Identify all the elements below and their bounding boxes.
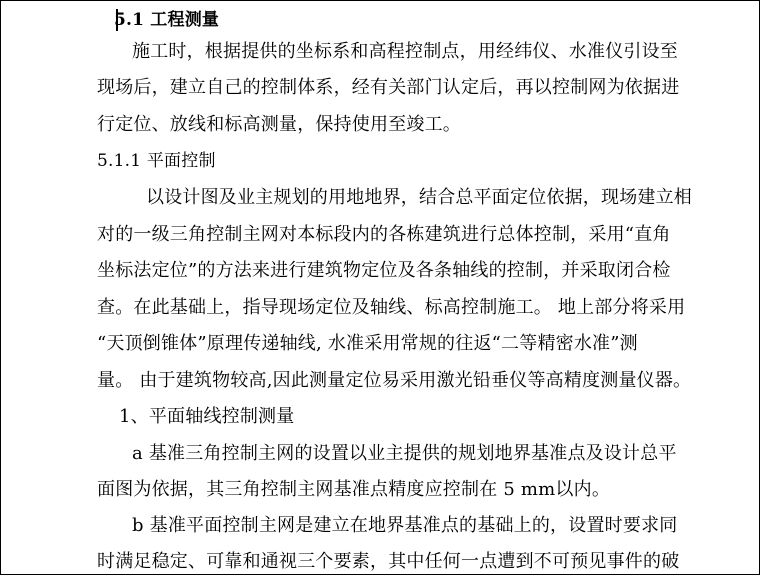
intro-line-2: 现场后，建立自己的控制体系，经有关部门认定后，再以控制网为依据进 bbox=[97, 77, 680, 98]
item-a-line-1: a 基准三角控制主网的设置以业主提供的规划地界基准点及设计总平 bbox=[132, 443, 677, 464]
intro-line-3: 行定位、放线和标高测量，保持使用至竣工。 bbox=[97, 114, 461, 135]
item-a-line-2: 面图为依据，其三角控制主网基准点精度应控制在 5 mm以内。 bbox=[97, 479, 611, 500]
body-line-3: 坐标法定位”的方法来进行建筑物定位及各条轴线的控制，并采取闭合检 bbox=[97, 260, 671, 281]
body-line-6: 量。 由于建筑物较高,因此测量定位易采用激光铅垂仪等高精度测量仪器。 bbox=[97, 370, 692, 391]
item-b-line-1: b 基准平面控制主网是建立在地界基准点的基础上的，设置时要求同 bbox=[132, 515, 678, 536]
body-line-5: “天顶倒锥体”原理传递轴线, 水准采用常规的往返“二等精密水准”测 bbox=[97, 333, 638, 354]
item-b-line-2: 时满足稳定、可靠和通视三个要素，其中任何一点遭到不可预见事件的破 bbox=[97, 551, 680, 572]
item-1-title: 1、平面轴线控制测量 bbox=[119, 406, 295, 427]
section-heading: 5.1 工程测量 bbox=[114, 10, 220, 30]
intro-line-1: 施工时，根据提供的坐标系和高程控制点，用经纬仪、水准仪引设至 bbox=[132, 41, 678, 62]
subsection-heading: 5.1.1 平面控制 bbox=[97, 151, 216, 171]
body-line-4: 查。在此基础上，指导现场定位及轴线、标高控制施工。 地上部分将采用 bbox=[97, 297, 686, 318]
body-line-2: 对的一级三角控制主网对本标段内的各栋建筑进行总体控制，采用“直角 bbox=[97, 224, 671, 245]
body-line-1: 以设计图及业主规划的用地地界，结合总平面定位依据，现场建立相 bbox=[146, 187, 692, 208]
